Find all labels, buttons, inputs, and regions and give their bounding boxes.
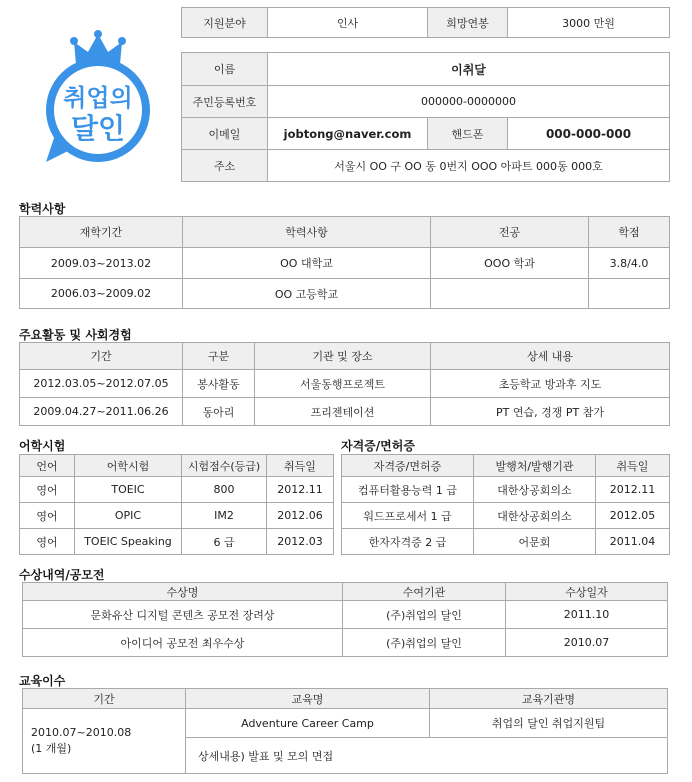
table-cell — [589, 279, 670, 309]
table-header: 교육기관명 — [430, 689, 668, 709]
table-cell: 2009.03~2013.02 — [20, 248, 183, 279]
awards-table — [22, 582, 668, 657]
table-row — [20, 529, 334, 555]
table-cell: (주)취업의 달인 — [343, 601, 506, 629]
field-value: 인사 — [268, 8, 428, 38]
table-row — [20, 370, 670, 398]
table-cell: 컴퓨터활용능력 1 급 — [342, 477, 474, 503]
table-cell: 동아리 — [183, 398, 255, 426]
language-table — [19, 454, 334, 555]
table-row — [20, 503, 334, 529]
table-cell: 2011.10 — [506, 601, 668, 629]
table-header: 어학시험 — [75, 455, 182, 477]
training-detail: 상세내용) 발표 및 모의 면접 — [186, 738, 668, 774]
name-label: 이름 — [182, 53, 268, 86]
table-cell: 2012.11 — [596, 477, 670, 503]
table-header: 기간 — [20, 343, 183, 370]
table-row — [20, 279, 670, 309]
id-number-value: 000000-0000000 — [268, 86, 670, 118]
awards-title: 수상내역/공모전 — [19, 568, 105, 582]
table-cell: 영어 — [20, 477, 75, 503]
table-row — [20, 248, 670, 279]
training-title: 교육이수 — [19, 674, 66, 688]
table-cell: 워드프로세서 1 급 — [342, 503, 474, 529]
table-header: 발행처/발행기관 — [474, 455, 596, 477]
table-cell: 영어 — [20, 529, 75, 555]
table-header: 수상일자 — [506, 583, 668, 601]
table-header: 수여기관 — [343, 583, 506, 601]
field-label: 지원분야 — [182, 8, 268, 38]
table-cell: TOEIC Speaking — [75, 529, 182, 555]
table-cell: 2006.03~2009.02 — [20, 279, 183, 309]
table-header: 교육명 — [186, 689, 430, 709]
salary-value: 3000 만원 — [508, 8, 670, 38]
table-header: 학점 — [589, 217, 670, 248]
table-header: 언어 — [20, 455, 75, 477]
education-title: 학력사항 — [19, 202, 66, 216]
table-cell: 문화유산 디지털 콘텐츠 공모전 장려상 — [23, 601, 343, 629]
email-label: 이메일 — [182, 118, 268, 150]
table-header: 수상명 — [23, 583, 343, 601]
activities-title: 주요활동 및 사회경험 — [19, 328, 132, 342]
language-title: 어학시험 — [19, 439, 66, 453]
table-cell — [431, 279, 589, 309]
table-cell: 6 급 — [182, 529, 267, 555]
education-table — [19, 216, 670, 309]
table-cell: 대한상공회의소 — [474, 477, 596, 503]
table-cell: 2012.11 — [267, 477, 334, 503]
table-cell: 영어 — [20, 503, 75, 529]
training-period — [23, 709, 186, 774]
logo-text-line2: 달인 — [70, 112, 126, 145]
table-cell: TOEIC — [75, 477, 182, 503]
table-header: 전공 — [431, 217, 589, 248]
table-cell: 800 — [182, 477, 267, 503]
table-header: 기간 — [23, 689, 186, 709]
training-course: Adventure Career Camp — [186, 709, 430, 738]
table-cell: 2012.03 — [267, 529, 334, 555]
table-header: 재학기간 — [20, 217, 183, 248]
phone-value: 000-000-000 — [508, 118, 670, 150]
activities-table — [19, 342, 670, 426]
table-cell: 2011.04 — [596, 529, 670, 555]
phone-label: 핸드폰 — [428, 118, 508, 150]
address-label: 주소 — [182, 150, 268, 182]
table-row — [342, 529, 670, 555]
licenses-table — [341, 454, 670, 555]
training-period-duration: (1 개월) — [31, 742, 72, 755]
table-cell: 3.8/4.0 — [589, 248, 670, 279]
table-cell: 2012.05 — [596, 503, 670, 529]
table-cell: (주)취업의 달인 — [343, 629, 506, 657]
table-row — [23, 629, 668, 657]
table-cell: 어문회 — [474, 529, 596, 555]
training-institution: 취업의 달인 취업지원팀 — [430, 709, 668, 738]
table-cell: 초등학교 방과후 지도 — [431, 370, 670, 398]
table-row — [20, 398, 670, 426]
table-row — [20, 477, 334, 503]
table-cell: OO 대학교 — [183, 248, 431, 279]
apply-info-table — [181, 7, 670, 38]
table-row — [342, 477, 670, 503]
table-row — [23, 709, 668, 738]
table-cell: 프리젠테이션 — [255, 398, 431, 426]
table-cell: 2010.07 — [506, 629, 668, 657]
table-cell: 서울동행프로젝트 — [255, 370, 431, 398]
table-header: 기관 및 장소 — [255, 343, 431, 370]
address-value: 서울시 OO 구 OO 동 0번지 OOO 아파트 000동 000호 — [268, 150, 670, 182]
logo-text-line1: 취업의 — [63, 84, 133, 112]
table-cell: PT 연습, 경쟁 PT 참가 — [431, 398, 670, 426]
table-cell: 한자자격증 2 급 — [342, 529, 474, 555]
table-header: 학력사항 — [183, 217, 431, 248]
table-cell: 2012.06 — [267, 503, 334, 529]
salary-label: 희망연봉 — [428, 8, 508, 38]
table-header: 자격증/면허증 — [342, 455, 474, 477]
licenses-title: 자격증/면허증 — [341, 439, 415, 453]
table-header: 취득일 — [267, 455, 334, 477]
table-header: 구분 — [183, 343, 255, 370]
table-header: 취득일 — [596, 455, 670, 477]
personal-info-table — [181, 52, 670, 182]
name-value: 이취달 — [268, 53, 670, 86]
table-cell: OOO 학과 — [431, 248, 589, 279]
table-cell: 2009.04.27~2011.06.26 — [20, 398, 183, 426]
table-cell: IM2 — [182, 503, 267, 529]
table-header: 상세 내용 — [431, 343, 670, 370]
training-table — [22, 688, 668, 774]
table-cell: OO 고등학교 — [183, 279, 431, 309]
table-cell: 2012.03.05~2012.07.05 — [20, 370, 183, 398]
table-cell: 봉사활동 — [183, 370, 255, 398]
table-cell: 대한상공회의소 — [474, 503, 596, 529]
table-header: 시험점수(등급) — [182, 455, 267, 477]
id-number-label: 주민등록번호 — [182, 86, 268, 118]
training-period-dates: 2010.07~2010.08 — [31, 726, 132, 739]
table-cell: OPIC — [75, 503, 182, 529]
table-row — [342, 503, 670, 529]
table-cell: 아이디어 공모전 최우수상 — [23, 629, 343, 657]
email-value: jobtong@naver.com — [268, 118, 428, 150]
table-row — [23, 601, 668, 629]
logo — [42, 30, 154, 164]
